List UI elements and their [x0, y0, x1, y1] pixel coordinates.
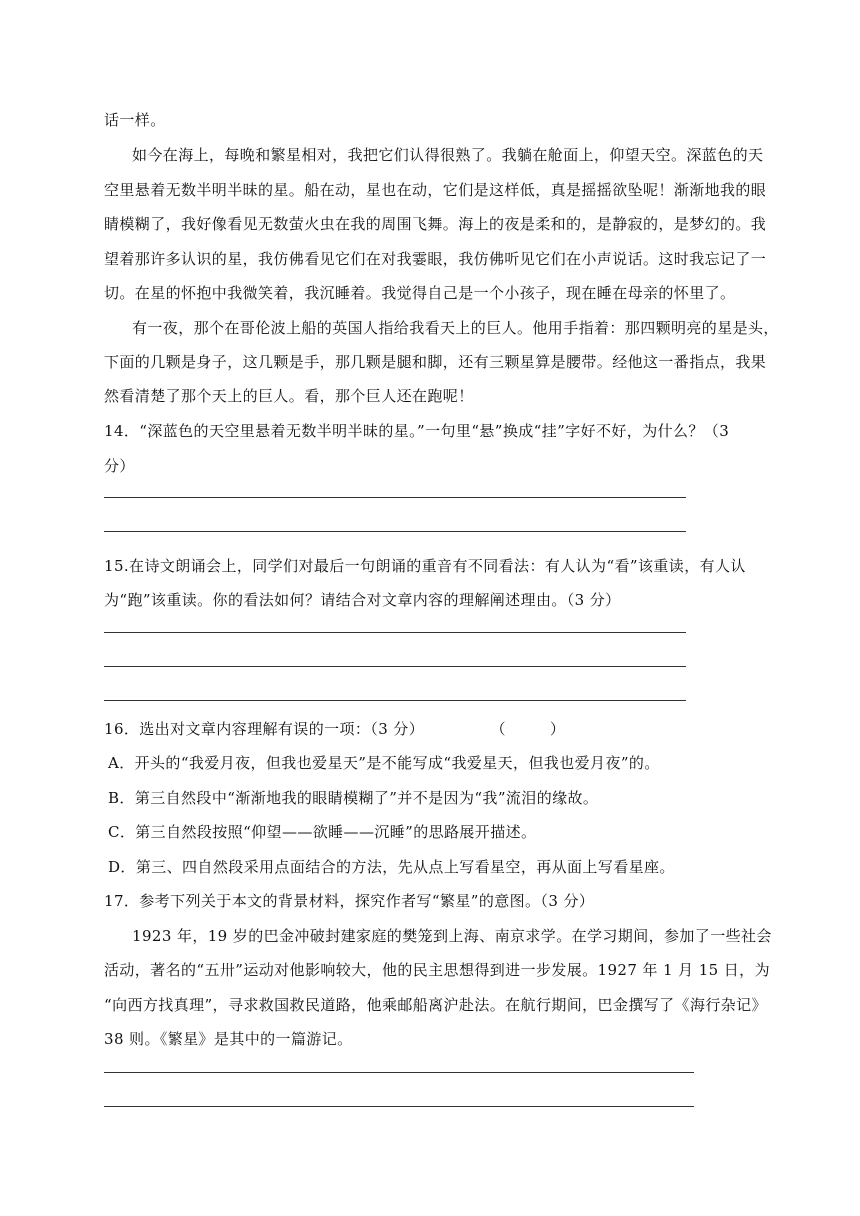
question-16-stem — [104, 719, 754, 739]
passage-p1-line: 切。在星的怀抱中我微笑着，我沉睡着。我觉得自己是一个小孩子，现在睡在母亲的怀里了。 — [104, 284, 736, 302]
answer-paren-open: （ — [490, 720, 506, 738]
option-c[interactable]: C．第三自然段按照“仰望——欲睡——沉睡”的思路展开描述。 — [108, 823, 537, 841]
answer-line-14b[interactable] — [104, 531, 686, 532]
passage-p1-line: 空里悬着无数半明半昧的星。船在动，星也在动，它们是这样低，真是摇摇欲坠呢！渐渐地我的眼 — [104, 181, 767, 199]
answer-line-14a[interactable] — [104, 497, 686, 498]
option-b[interactable]: B．第三自然段中“渐渐地我的眼睛模糊了”并不是因为“我”流泪的缘故。 — [108, 789, 599, 807]
question-14-text: 14．“深蓝色的天空里悬着无数半明半昧的星。”一句里“悬”换成“挂”字好不好，为什么？（3 — [104, 422, 730, 440]
passage-p2-line: 下面的几颗是身子，这几颗是手，那几颗是腿和脚，还有三颗星算是腰带。经他这一番指点，我果 — [104, 353, 767, 371]
passage-p2-line: 有一夜，那个在哥伦波上船的英国人指给我看天上的巨人。他用手指着：那四颗明亮的星是头， — [132, 319, 779, 337]
question-15-text: 为“跑”该重读。你的看法如何？请结合对文章内容的理解阐述理由。（3 分） — [104, 591, 621, 609]
option-d[interactable]: D．第三、四自然段采用点面结合的方法，先从点上写看星空，再从面上写看星座。 — [108, 858, 675, 876]
option-a[interactable]: A．开头的“我爱月夜，但我也爱星天”是不能写成“我爱星天，但我也爱月夜”的。 — [108, 754, 660, 772]
answer-line-17b[interactable] — [104, 1106, 694, 1107]
answer-paren-close: ） — [549, 720, 566, 738]
passage-fragment: 话一样。 — [104, 111, 166, 129]
passage-p1-line: 如今在海上，每晚和繁星相对，我把它们认得很熟了。我躺在舱面上，仰望天空。深蓝色的天 — [132, 146, 764, 164]
answer-line-15c[interactable] — [104, 700, 686, 701]
passage-p1-line: 望着那许多认识的星，我仿佛看见它们在对我霎眼，我仿佛听见它们在小声说话。这时我忘记了一 — [104, 250, 767, 268]
passage-p2-line: 然看清楚了那个天上的巨人。看，那个巨人还在跑呢！ — [104, 387, 474, 405]
question-17-material: 活动，著名的“五卅”运动对他影响较大，他的民主思想得到进一步发展。1927 年 1 月 15 日，为 — [104, 961, 770, 979]
question-17-material: 1923 年，19 岁的巴金冲破封建家庭的樊笼到上海、南京求学。在学习期间，参加了一些社会 — [132, 927, 772, 945]
question-16-stem-text: 16．选出对文章内容理解有误的一项：（3 分） — [104, 720, 425, 738]
question-17-material: 38 则。《繁星》是其中的一篇游记。 — [104, 1030, 353, 1048]
question-17-material: “向西方找真理”，寻求救国救民道路，他乘邮船离沪赴法。在航行期间，巴金撰写了《海行杂记》 — [104, 996, 767, 1014]
answer-line-15a[interactable] — [104, 632, 686, 633]
passage-p1-line: 睛模糊了，我好像看见无数萤火虫在我的周围飞舞。海上的夜是柔和的，是静寂的，是梦幻的。我 — [104, 215, 767, 233]
answer-line-15b[interactable] — [104, 666, 686, 667]
answer-line-17a[interactable] — [104, 1072, 694, 1073]
question-14-text: 分） — [104, 457, 135, 475]
question-17-stem: 17．参考下列关于本文的背景材料，探究作者写“繁星”的意图。（3 分） — [104, 892, 595, 910]
question-15-text: 15.在诗文朗诵会上，同学们对最后一句朗诵的重音有不同看法：有人认为“看”该重读，有人认 — [104, 557, 746, 575]
